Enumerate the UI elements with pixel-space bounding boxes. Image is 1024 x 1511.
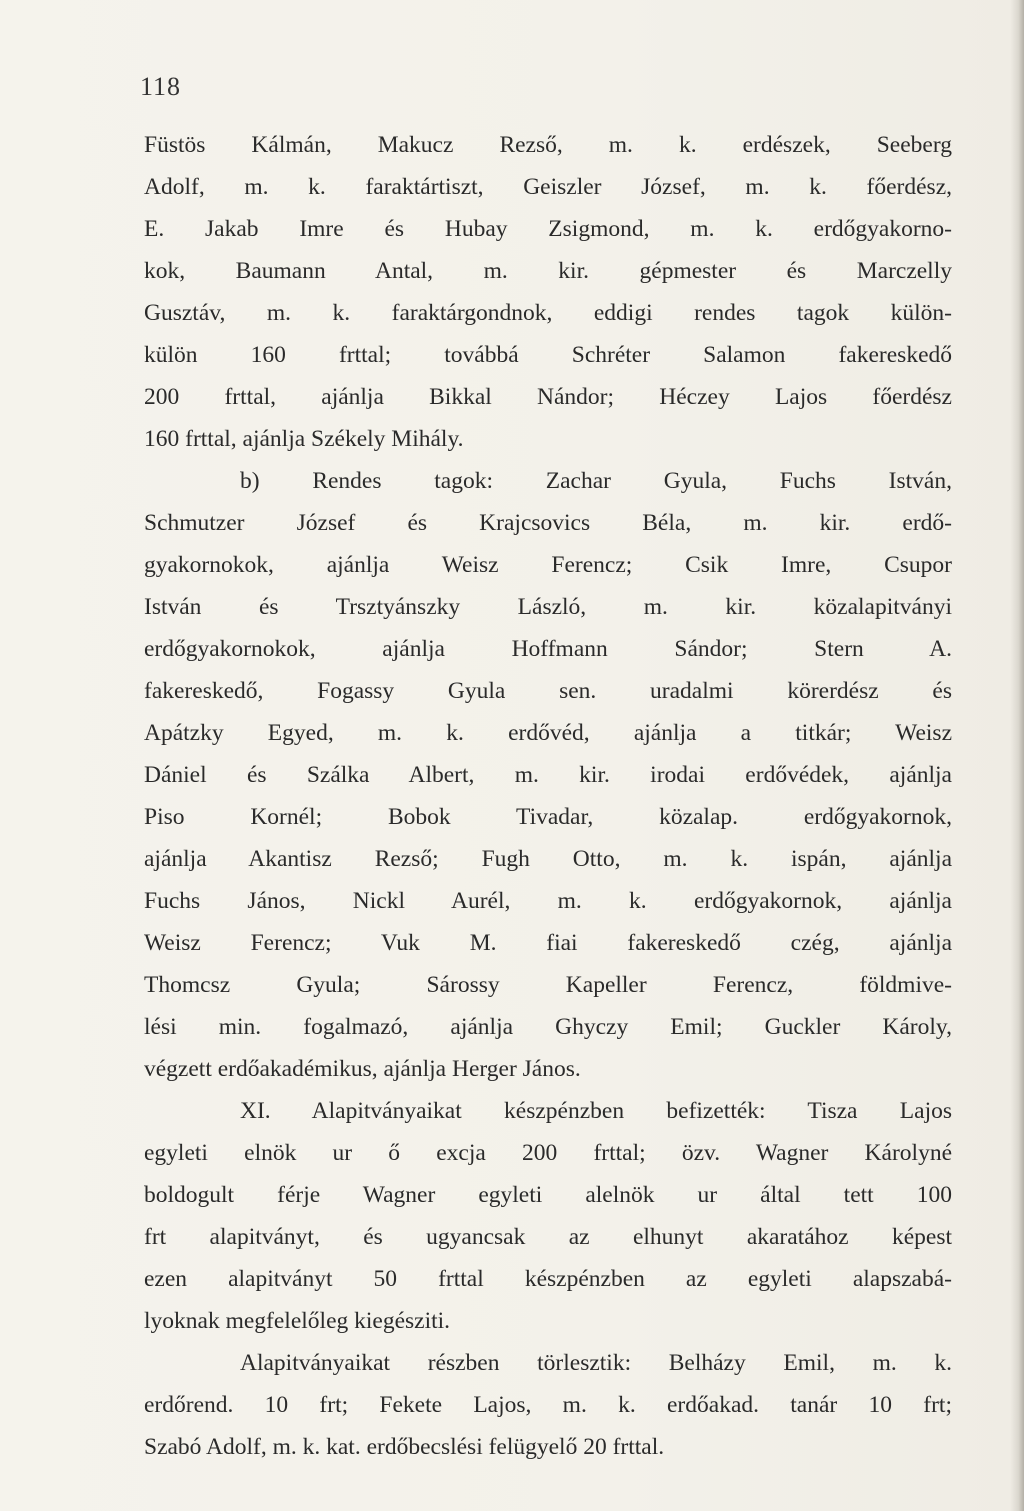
text-line: frt alapitványt, és ugyancsak az elhunyt akaratához képest <box>144 1224 952 1250</box>
text-line: Apátzky Egyed, m. k. erdővéd, ajánlja a titkár; Weisz <box>144 720 952 746</box>
text-line: Adolf, m. k. faraktártiszt, Geiszler József, m. k. főerdész, <box>144 174 952 200</box>
text-line: boldogult férje Wagner egyleti alelnök ur által tett 100 <box>144 1182 952 1208</box>
page-binding-edge <box>1010 0 1024 1511</box>
text-line: b) Rendes tagok: Zachar Gyula, Fuchs István, <box>240 468 952 494</box>
text-line: ezen alapitványt 50 frttal készpénzben az egyleti alapszabá- <box>144 1266 952 1292</box>
text-line: Fuchs János, Nickl Aurél, m. k. erdőgyakornok, ajánlja <box>144 888 952 914</box>
text-line: erdőgyakornokok, ajánlja Hoffmann Sándor; Stern A. <box>144 636 952 662</box>
text-line: 200 frttal, ajánlja Bikkal Nándor; Héczey Lajos főerdész <box>144 384 952 410</box>
text-line: Alapitványaikat részben törlesztik: Belházy Emil, m. k. <box>240 1350 952 1376</box>
text-line: gyakornokok, ajánlja Weisz Ferencz; Csik Imre, Csupor <box>144 552 952 578</box>
text-line: István és Trsztyánszky László, m. kir. közalapitványi <box>144 594 952 620</box>
text-line: Weisz Ferencz; Vuk M. fiai fakereskedő czég, ajánlja <box>144 930 952 956</box>
text-line: Gusztáv, m. k. faraktárgondnok, eddigi rendes tagok külön- <box>144 300 952 326</box>
text-line: erdőrend. 10 frt; Fekete Lajos, m. k. erdőakad. tanár 10 frt; <box>144 1392 952 1418</box>
text-line: 160 frttal, ajánlja Székely Mihály. <box>144 426 464 452</box>
text-line: Schmutzer József és Krajcsovics Béla, m. kir. erdő- <box>144 510 952 536</box>
body-text <box>144 124 952 1468</box>
text-line: külön 160 frttal; továbbá Schréter Salamon fakereskedő <box>144 342 952 368</box>
text-line: Thomcsz Gyula; Sárossy Kapeller Ferencz, földmive- <box>144 972 952 998</box>
text-line: E. Jakab Imre és Hubay Zsigmond, m. k. erdőgyakorno- <box>144 216 952 242</box>
text-line: Füstös Kálmán, Makucz Rezső, m. k. erdészek, Seeberg <box>144 132 952 158</box>
text-line: XI. Alapitványaikat készpénzben befizették: Tisza Lajos <box>240 1098 952 1124</box>
text-line: Piso Kornél; Bobok Tivadar, közalap. erdőgyakornok, <box>144 804 952 830</box>
text-line: ajánlja Akantisz Rezső; Fugh Otto, m. k. ispán, ajánlja <box>144 846 952 872</box>
page-number: 118 <box>140 72 182 101</box>
text-line: lési min. fogalmazó, ajánlja Ghyczy Emil; Guckler Károly, <box>144 1014 952 1040</box>
text-line: Dániel és Szálka Albert, m. kir. irodai erdővédek, ajánlja <box>144 762 952 788</box>
text-line: lyoknak megfelelőleg kiegésziti. <box>144 1308 451 1334</box>
text-line: fakereskedő, Fogassy Gyula sen. uradalmi körerdész és <box>144 678 952 704</box>
text-line: végzett erdőakadémikus, ajánlja Herger János. <box>144 1056 581 1082</box>
text-line: Szabó Adolf, m. k. kat. erdőbecslési felügyelő 20 frttal. <box>144 1434 665 1460</box>
text-line: egyleti elnök ur ő excja 200 frttal; özv. Wagner Károlyné <box>144 1140 952 1166</box>
text-line: kok, Baumann Antal, m. kir. gépmester és Marczelly <box>144 258 952 284</box>
